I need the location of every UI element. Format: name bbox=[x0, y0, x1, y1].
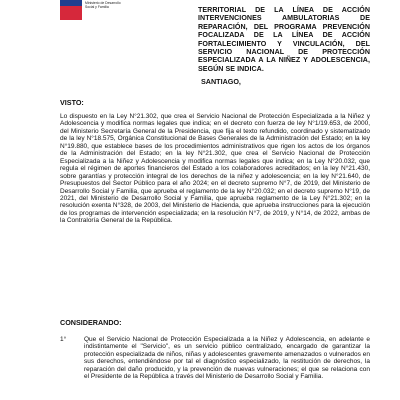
chile-flag-icon bbox=[60, 0, 82, 20]
ministry-logo bbox=[60, 0, 122, 26]
considerando-heading: CONSIDERANDO: bbox=[60, 318, 122, 327]
place-line: SANTIAGO, bbox=[201, 77, 241, 86]
resolution-title: TERRITORIAL DE LA LÍNEA DE ACCIÓN INTERVENCIONES AMBULATORIAS DE REPARACIÓN, DEL PROGRAMA PREVENCIÓN FOCALIZADA DE LA LÍNEA DE ACCIÓN FORTALECIMIENTO Y VINCULACIÓN, DEL SERVICIO NACIONAL DE PROTECCIÓN ESPECIALIZADA A LA NIÑEZ Y ADOLESCENCIA, SEGÚN SE INDICA. bbox=[198, 6, 370, 73]
considerando-text: Que el Servicio Nacional de Protección Especializada a la Niñez y Adolescencia, en adelante e indistintamente el "Servicio", es un servicio público centralizado, encargado de garantizar la protección especializada de niños, niñas y adolescentes gravemente amenazados o vulnerados en sus derechos, entendiéndose por tal el diagnóstico especializado, la restitución de derechos, la reparación del daño producido, y la prevención de nuevas vulneraciones; el que se relaciona con el Presidente de la República a través del Ministerio de Desarrollo Social y Familia. bbox=[84, 336, 370, 381]
logo-text: Ministerio de Desarrollo Social y Familia bbox=[85, 1, 121, 9]
considerando-number: 1° bbox=[60, 336, 67, 343]
visto-heading: VISTO: bbox=[60, 98, 84, 107]
visto-paragraph: Lo dispuesto en la Ley N°21.302, que crea el Servicio Nacional de Protección Especializada a la Niñez y Adolescencia y modifica normas legales que indica; en el decreto con fuerza de ley N°1/19.653, de 2000, del Ministerio Secretaría General de la Presidencia, que fija el texto refundido, coordinado y sistematizado de la ley N°18.575, Orgánica Constitucional de Bases Generales de la Administración del Estado; en la ley N°19.880, que establece bases de los procedimientos administrativos que rigen los actos de los órganos de la Administración del Estado; en la ley N°21.302, que crea el Servicio Nacional de Protección Especializada a la Niñez y Adolescencia y modifica normas legales que indica; en la Ley N°20.032, que regula el régimen de aportes financieros del Estado a los colaboradores acreditados; en la ley N°21.430, sobre garantías y protección integral de los derechos de la niñez y adolescencia; en la ley N°21.640, de Presupuestos del Sector Público para el año 2024; en el decreto supremo N°7, de 2019, del Ministerio de Desarrollo Social y Familia, que aprueba el reglamento de la ley N°20.032; en el decreto supremo N°19, de 2021, del Ministerio de Desarrollo Social y Familia, que aprueba reglamento de la Ley N°21.302; en la resolución exenta N°328, de 2003, del Ministerio de Hacienda, que aprueba instrucciones para la ejecución de los programas de intervención especializada; en la resolución N°7, de 2019, y N°14, de 2022, ambas de la Contraloría General de la República. bbox=[60, 113, 370, 225]
